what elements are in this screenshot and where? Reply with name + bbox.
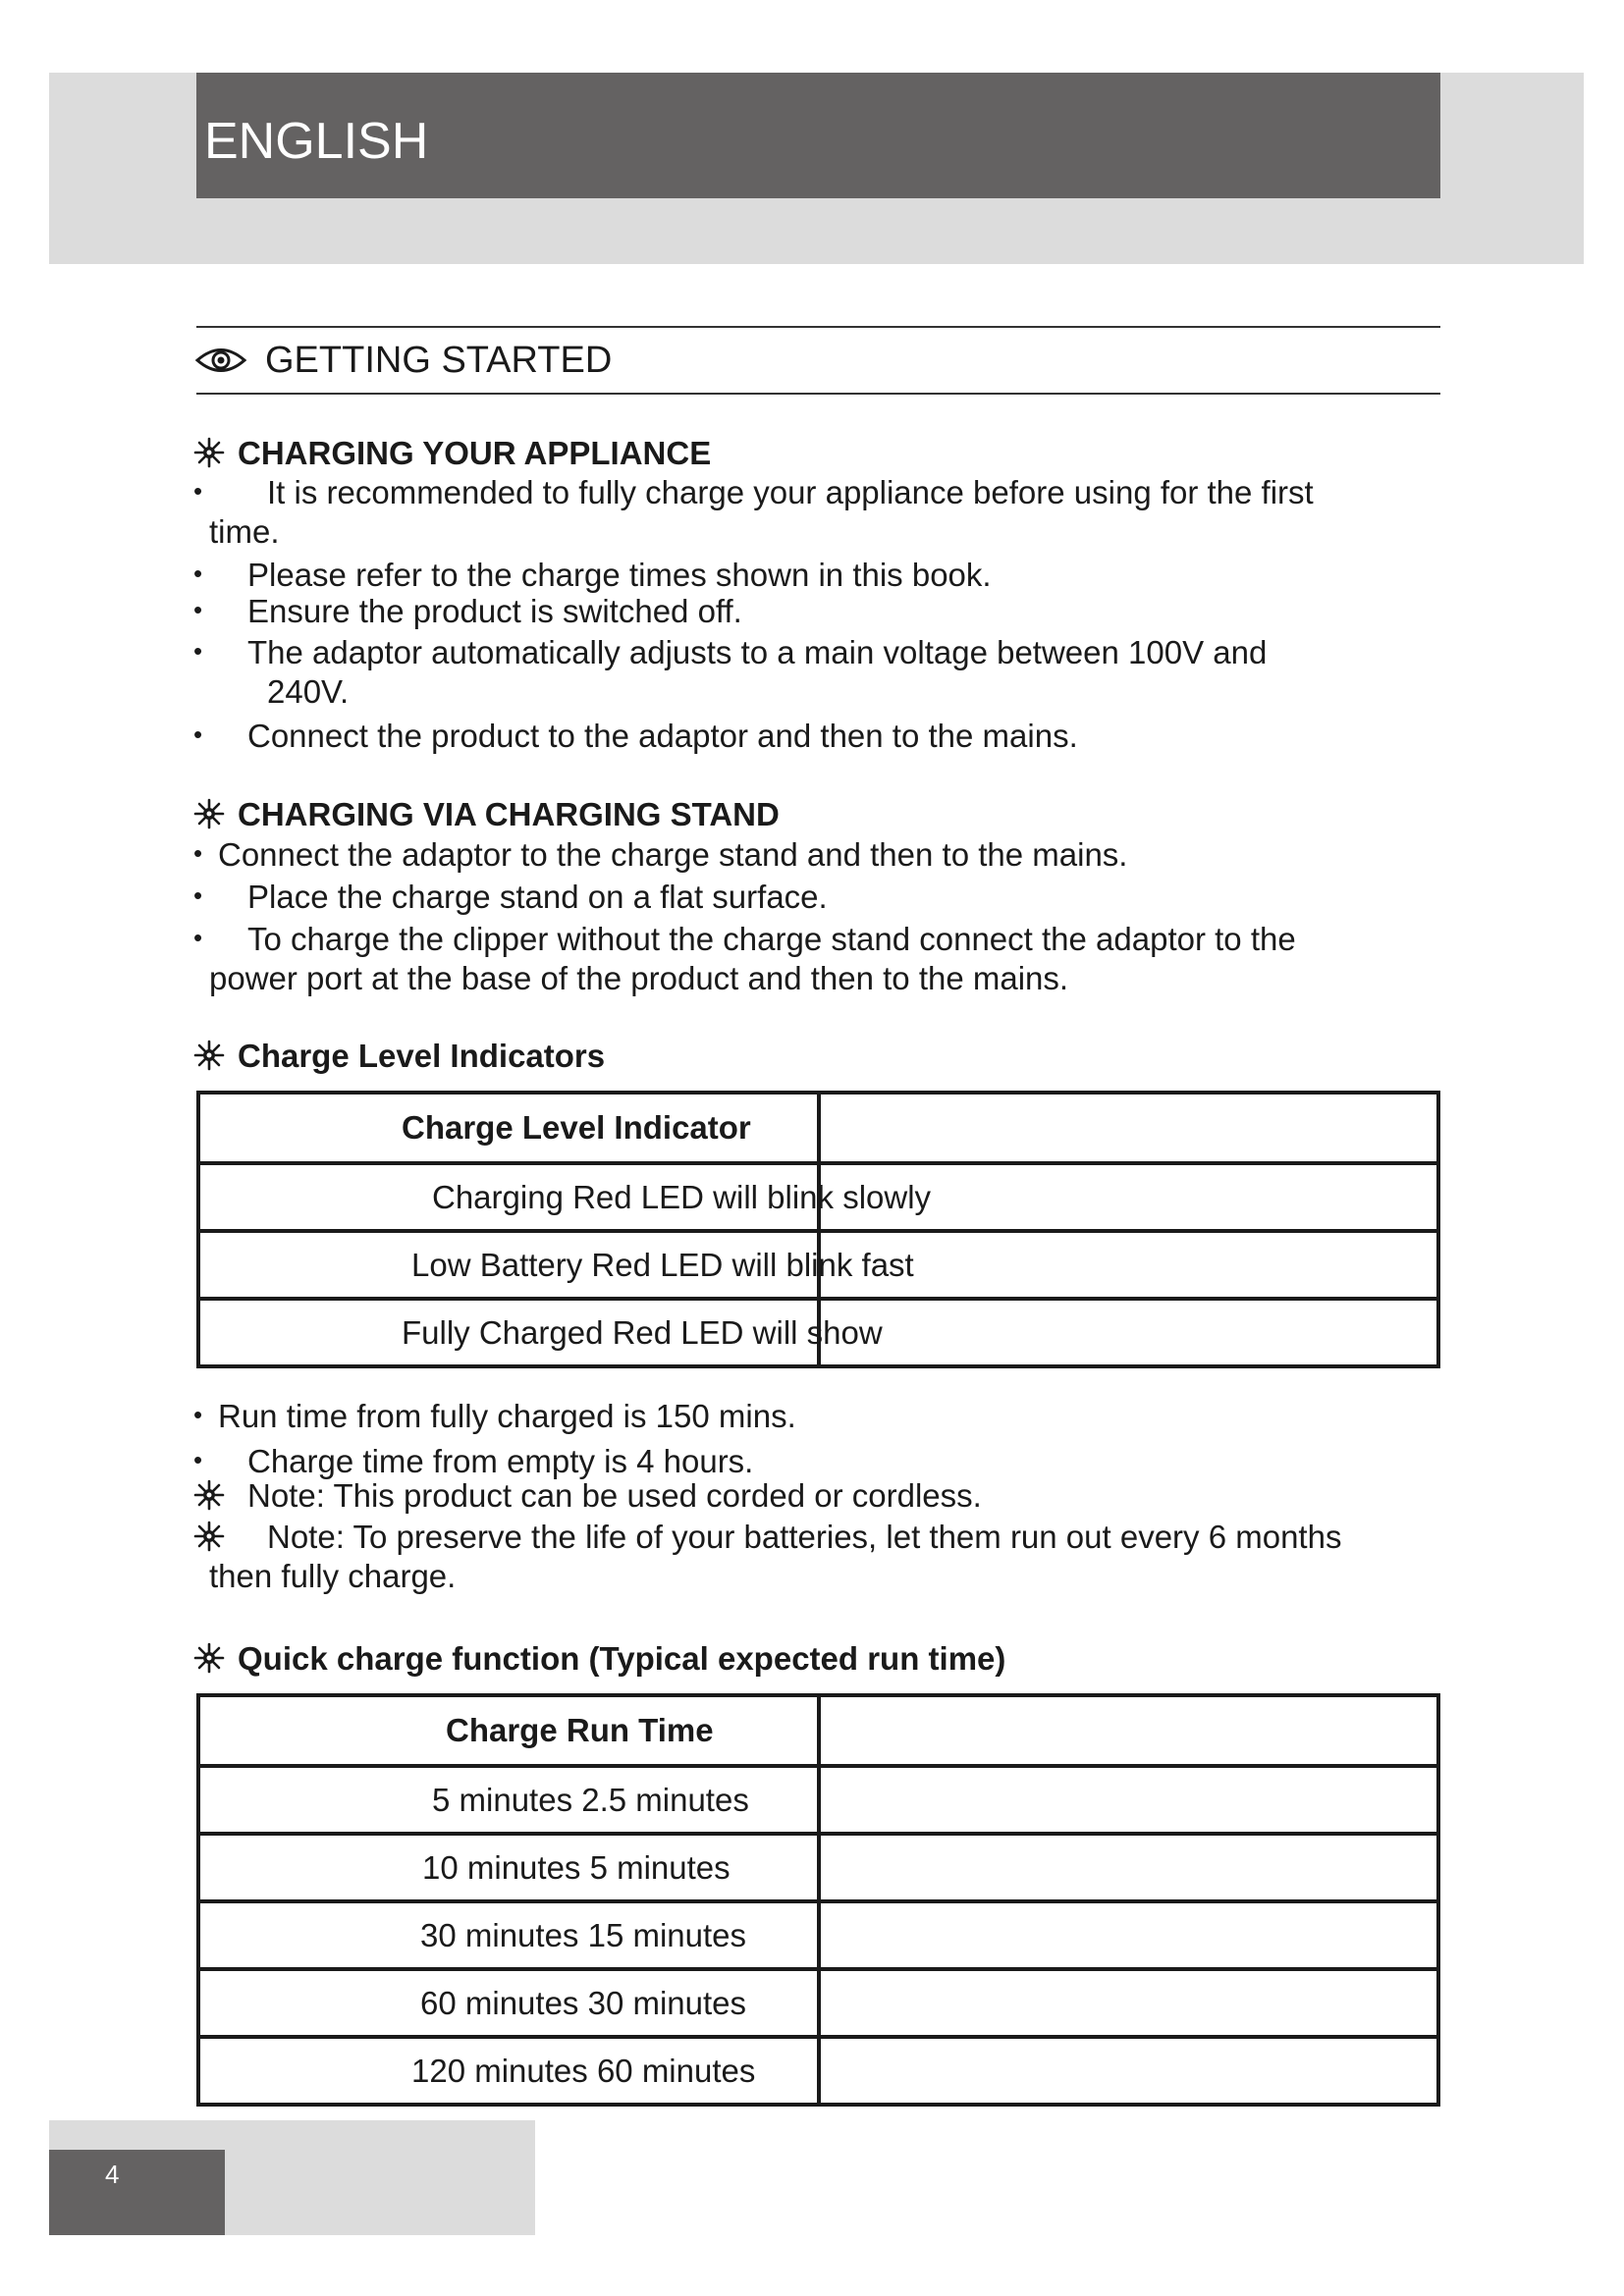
bullet-dot-icon: • [193,559,203,588]
table-cell-text: 5 minutes 2.5 minutes [432,1781,749,1818]
table-header-row [198,1695,1438,1766]
note-text: then fully charge. [209,1558,457,1594]
table-cell [198,1901,819,1969]
table-row [198,1834,1438,1901]
bullet-text: To charge the clipper without the charge stand connect the adaptor to the [247,921,1296,957]
table-cell-text: Low Battery Red LED will blink fast [411,1246,914,1283]
star-bullet-icon [192,1520,226,1553]
quick-charge-heading-text: Quick charge function (Typical expected run time) [238,1639,1006,1677]
quick-charge-table [196,1693,1440,2107]
star-bullet-icon [192,1039,226,1072]
table-cell [819,1093,1438,1163]
bullet-text: Place the charge stand on a flat surface. [247,879,828,915]
table-cell [819,1299,1438,1366]
note-text: Note: To preserve the life of your batteries, let them run out every 6 months [267,1519,1342,1555]
quick-charge-heading [192,1641,1005,1675]
bullet-text: Connect the adaptor to the charge stand and then to the mains. [218,836,1128,873]
table-cell [198,1766,819,1834]
table-row [198,1969,1438,2037]
page-number: 4 [105,2160,120,2189]
bullet-text: Connect the product to the adaptor and then to the mains. [247,718,1078,754]
bullet-text: time. [209,513,280,550]
bullet-dot-icon: • [193,636,203,666]
table-row [198,1163,1438,1231]
bullet-dot-icon: • [193,595,203,624]
page-number-box [49,2150,225,2235]
charging-appliance-heading-text: CHARGING YOUR APPLIANCE [238,434,712,471]
table-cell [819,1969,1438,2037]
table-cell-text: Fully Charged Red LED will show [402,1313,883,1351]
charge-level-heading-text: Charge Level Indicators [238,1037,606,1074]
table-cell [198,1969,819,2037]
bullet-dot-icon: • [193,923,203,952]
note-text: Note: This product can be used corded or cordless. [247,1477,982,1514]
table-row [198,2037,1438,2105]
charging-stand-heading [192,797,780,830]
charge-level-heading [192,1039,605,1072]
table-cell [819,1695,1438,1766]
table-row [198,1766,1438,1834]
table-cell [198,2037,819,2105]
bullet-text: Please refer to the charge times shown in this book. [247,557,992,593]
language-title: ENGLISH [204,113,429,170]
bullet-text: Charge time from empty is 4 hours. [247,1443,754,1479]
charging-appliance-heading [192,436,711,469]
bullet-text: Run time from fully charged is 150 mins. [218,1398,796,1434]
star-bullet-icon [192,436,226,469]
table-cell-text: Charging Red LED will blink slowly [432,1178,932,1215]
section-top-rule [196,326,1440,328]
table-cell [198,1163,932,1231]
bullet-text: power port at the base of the product and then to the mains. [209,960,1069,996]
bullet-text: 240V. [267,673,350,710]
table-header-cell [198,1093,819,1163]
charging-stand-heading-text: CHARGING VIA CHARGING STAND [238,795,780,832]
charge-level-table [196,1091,1440,1368]
table-cell [819,1834,1438,1901]
bullet-dot-icon: • [193,476,203,506]
section-bottom-rule [196,393,1440,395]
table-cell [819,1766,1438,1834]
table-row [198,1299,1438,1366]
bullet-dot-icon: • [193,881,203,910]
eye-icon [194,346,247,375]
table-row [198,1901,1438,1969]
section-title-text: GETTING STARTED [265,340,613,381]
table-cell-text: 30 minutes 15 minutes [420,1916,747,1953]
table-cell [819,2037,1438,2105]
star-bullet-icon [192,1641,226,1675]
bullet-dot-icon: • [193,1400,203,1429]
table-header-cell [198,1695,819,1766]
bullet-dot-icon: • [193,720,203,749]
table-cell-text: 10 minutes 5 minutes [422,1848,731,1886]
bullet-text: Ensure the product is switched off. [247,593,742,629]
star-bullet-icon [192,1478,226,1512]
table-cell-text: 60 minutes 30 minutes [420,1984,747,2021]
table-cell [198,1231,914,1299]
table-header-text: Charge Level Indicator [402,1109,751,1146]
table-cell-text: 120 minutes 60 minutes [411,2052,756,2089]
table-header-row [198,1093,1438,1163]
bullet-text: The adaptor automatically adjusts to a main voltage between 100V and [247,634,1268,670]
table-cell [198,1834,819,1901]
bullet-dot-icon: • [193,1445,203,1474]
star-bullet-icon [192,797,226,830]
table-row [198,1231,1438,1299]
bullet-dot-icon: • [193,838,203,868]
section-title [194,342,612,379]
table-cell [198,1299,883,1366]
bullet-text: It is recommended to fully charge your appliance before using for the first [267,474,1314,510]
table-header-text: Charge Run Time [446,1712,714,1748]
table-cell [819,1901,1438,1969]
